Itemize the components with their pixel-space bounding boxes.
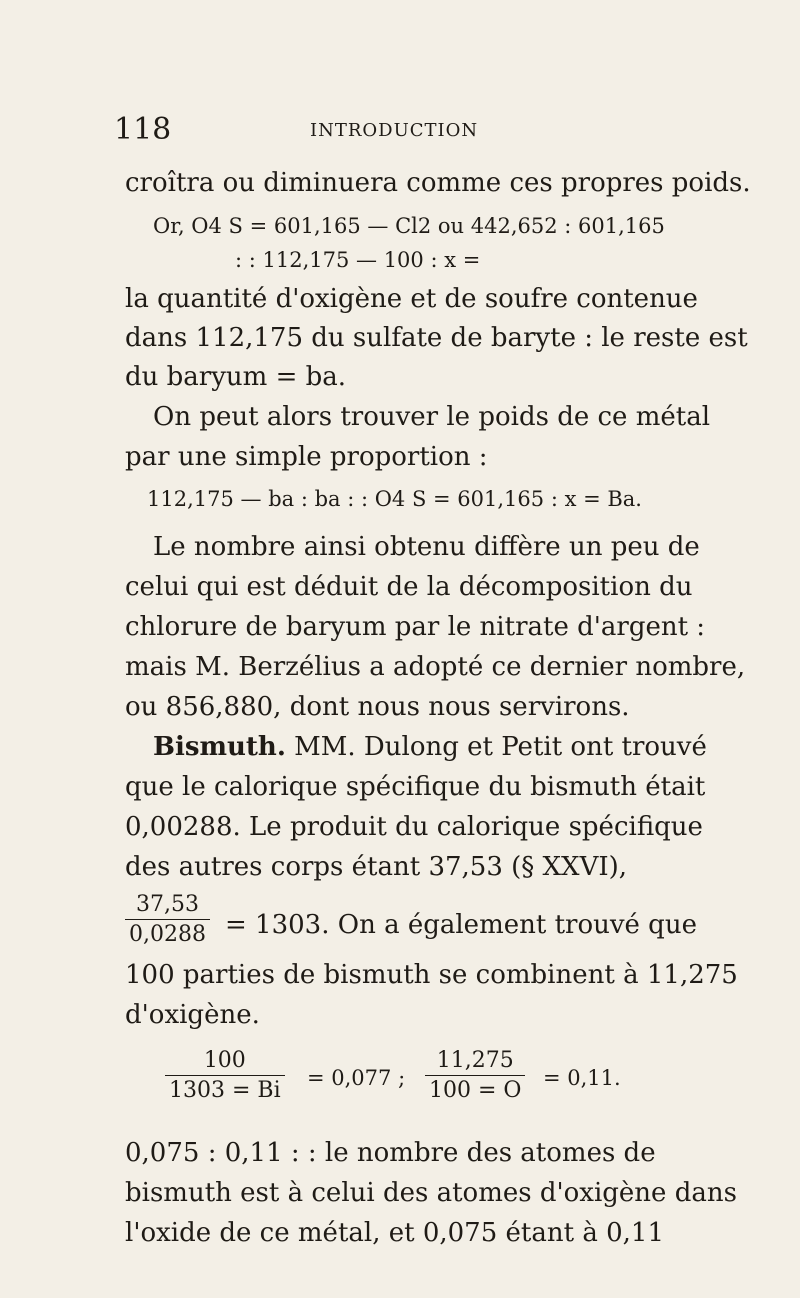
equation-result: = 0,077 ; xyxy=(307,1066,406,1090)
text-line: On peut alors trouver le poids de ce métal xyxy=(153,402,711,432)
equation-line: : : 112,175 — 100 : x = xyxy=(235,248,481,272)
equation-line: Or, O4 S = 601,165 — Cl2 ou 442,652 : 601,165 xyxy=(153,214,665,238)
text-line: du baryum = ba. xyxy=(125,362,347,392)
fraction-numerator: 100 xyxy=(165,1048,285,1076)
text-span: MM. Dulong et Petit ont trouvé xyxy=(294,732,707,762)
fraction xyxy=(425,1048,525,1103)
text-line: ou 856,880, dont nous nous servirons. xyxy=(125,692,630,722)
running-head: INTRODUCTION xyxy=(310,120,479,141)
text-line: chlorure de baryum par le nitrate d'argent : xyxy=(125,612,706,642)
text-line: des autres corps étant 37,53 (§ XXVI), xyxy=(125,852,628,882)
text-line: mais M. Berzélius a adopté ce dernier nombre, xyxy=(125,652,746,682)
fraction xyxy=(165,1048,285,1103)
text-line: dans 112,175 du sulfate de baryte : le reste est xyxy=(125,323,748,353)
text-line xyxy=(153,732,707,762)
section-heading: Bismuth. xyxy=(153,732,286,762)
text-line: la quantité d'oxigène et de soufre contenue xyxy=(125,284,698,314)
text-line: croîtra ou diminuera comme ces propres poids. xyxy=(125,168,751,198)
equation-result: = 0,11. xyxy=(543,1066,621,1090)
equation-line: 112,175 — ba : ba : : O4 S = 601,165 : x = Ba. xyxy=(147,487,642,511)
text-line: 100 parties de bismuth se combinent à 11,275 xyxy=(125,960,738,990)
fraction-numerator: 37,53 xyxy=(125,892,210,920)
text-line: l'oxide de ce métal, et 0,075 étant à 0,11 xyxy=(125,1218,664,1248)
text-line: d'oxigène. xyxy=(125,1000,260,1030)
fraction xyxy=(125,892,210,947)
fraction-denominator: 1303 = Bi xyxy=(169,1078,281,1103)
text-line: bismuth est à celui des atomes d'oxigène dans xyxy=(125,1178,737,1208)
text-line: celui qui est déduit de la décomposition du xyxy=(125,572,693,602)
text-line: par une simple proportion : xyxy=(125,442,488,472)
fraction-denominator: 0,0288 xyxy=(129,922,206,947)
page-header xyxy=(110,112,760,156)
text-line: 0,075 : 0,11 : : le nombre des atomes de xyxy=(125,1138,656,1168)
fraction-numerator: 11,275 xyxy=(425,1048,525,1076)
fraction-denominator: 100 = O xyxy=(429,1078,522,1103)
page-number: 118 xyxy=(114,112,172,147)
text-line: = 1303. On a également trouvé que xyxy=(225,910,697,940)
text-line: Le nombre ainsi obtenu diffère un peu de xyxy=(153,532,700,562)
text-line: que le calorique spécifique du bismuth était xyxy=(125,772,706,802)
text-line: 0,00288. Le produit du calorique spécifique xyxy=(125,812,703,842)
